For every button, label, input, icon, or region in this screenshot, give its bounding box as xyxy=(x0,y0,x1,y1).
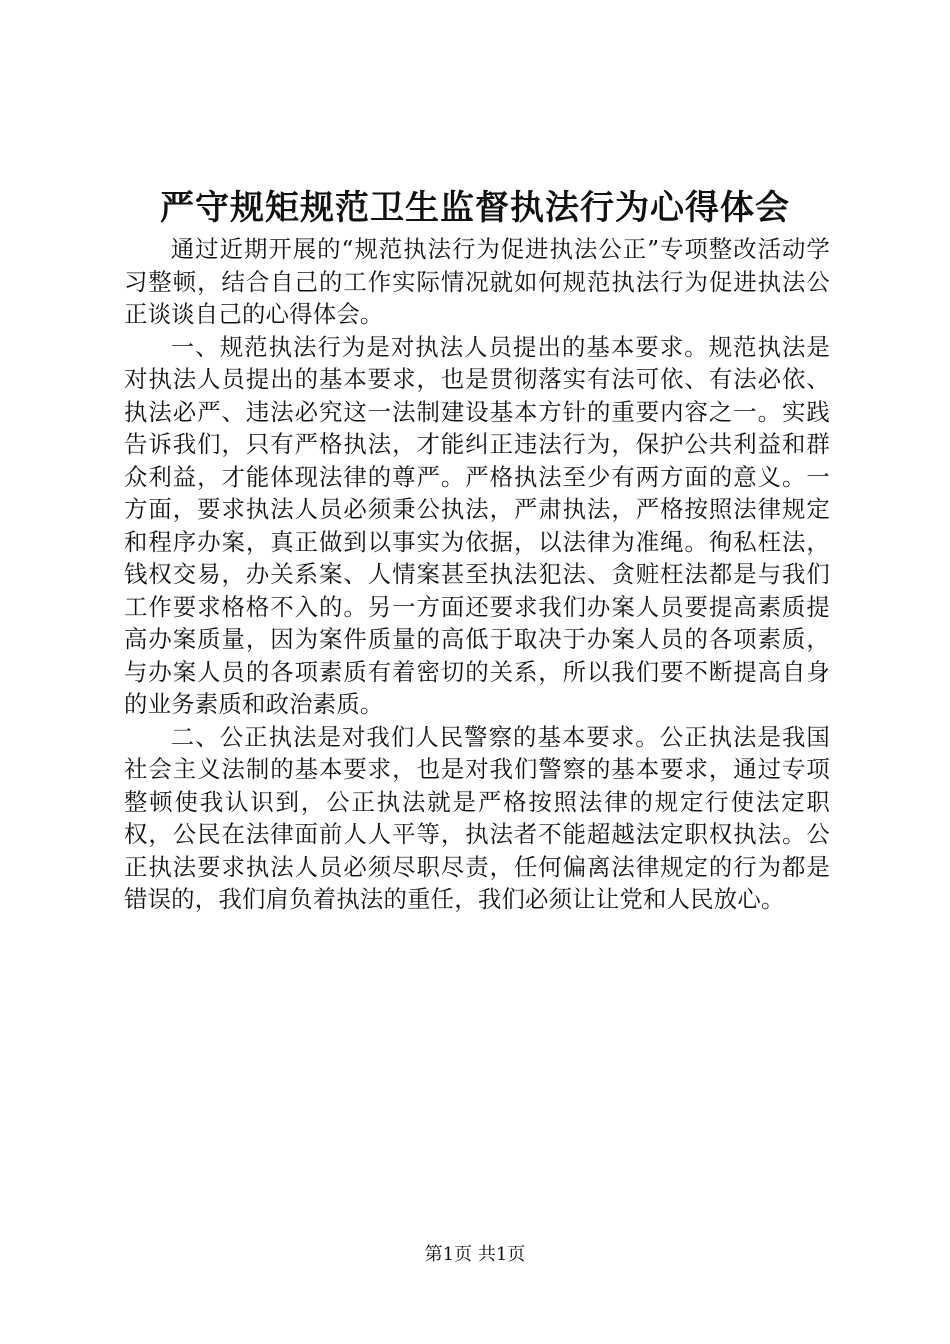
paragraph-section-2: 二、公正执法是对我们人民警察的基本要求。公正执法是我国社会主义法制的基本要求，也是对我们警察的基本要求，通过专项整顿使我认识到，公正执法就是严格按照法律的规定行使法定职权，公民在法律面前人人平等，执法者不能超越法定职权执法。公正执法要求执法人员必须尽职尽责，任何偏离法律规定的行为都是错误的，我们肩负着执法的重任，我们必须让让党和人民放心。 xyxy=(124,722,830,913)
page-title: 严守规矩规范卫生监督执法行为心得体会 xyxy=(160,188,790,228)
paragraph-section-1: 一、规范执法行为是对执法人员提出的基本要求。规范执法是对执法人员提出的基本要求，也是贯彻落实有法可依、有法必依、执法必严、违法必究这一法制建设基本方针的重要内容之一。实践告诉我们，只有严格执法，才能纠正违法行为，保护公共利益和群众利益，才能体现法律的尊严。严格执法至少有两方面的意义。一方面，要求执法人员必须秉公执法，严肃执法，严格按照法律规定和程序办案，真正做到以事实为依据，以法律为准绳。徇私枉法，钱权交易，办关系案、人情案甚至执法犯法、贪赃枉法都是与我们工作要求格格不入的。另一方面还要求我们办案人员要提高素质提高办案质量，因为案件质量的高低于取决于办案人员的各项素质，与办案人员的各项素质有着密切的关系，所以我们要不断提高自身的业务素质和政治素质。 xyxy=(124,332,830,718)
paragraph-intro: 通过近期开展的“规范执法行为促进执法公正”专项整改活动学习整顿，结合自己的工作实际情况就如何规范执法行为促进执法公正谈谈自己的心得体会。 xyxy=(124,235,830,328)
page-footer: 第1页 共1页 xyxy=(424,1244,526,1265)
document-body xyxy=(124,233,830,916)
